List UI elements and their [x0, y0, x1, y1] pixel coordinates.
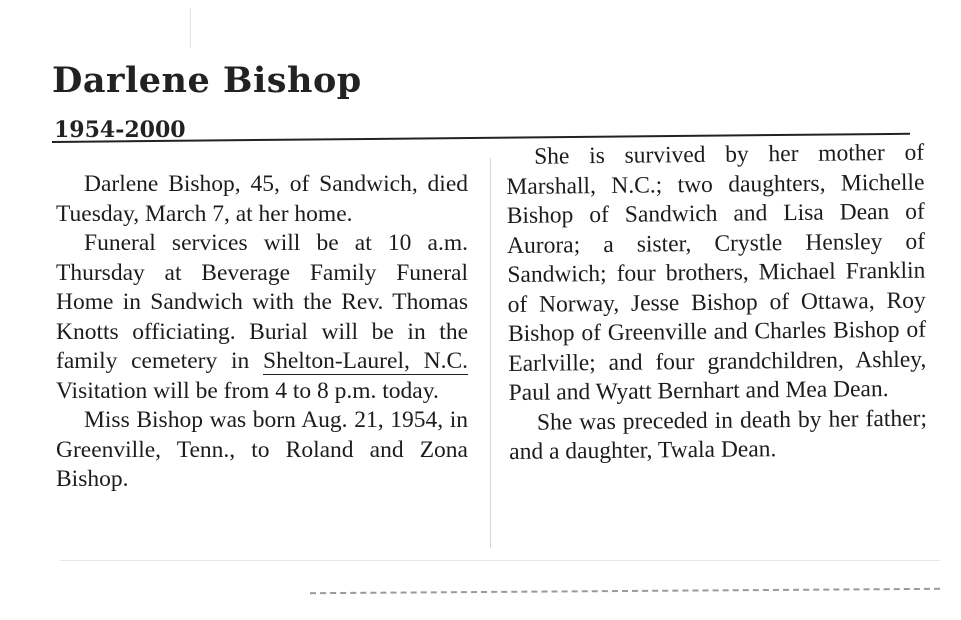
paragraph-preceded: She was preceded in death by her father; and a daughter, Twala Dean.: [509, 405, 928, 465]
paragraph-survivors: She is survived by her mother of Marshall, N.C.; two daughters, Michelle Bishop of Sandwich and Lisa Dean of Aurora; a sister, Crystle Hensley of Sandwich; four brothers, Michael Franklin of Norway, Jesse Bishop of Ottawa, Roy Bishop of Greenville and Charles Bishop of Earlville; and four grandchildren, Ashley, Paul and Wyatt Bernhart and Mea Dean.: [506, 139, 927, 406]
scan-bottom-edge: [310, 588, 940, 594]
funeral-text-end: Visitation will be from 4 to 8 p.m. today.: [56, 377, 439, 404]
column-divider: [490, 158, 491, 548]
scan-edge-mark: [190, 8, 191, 48]
right-column: [506, 139, 927, 468]
funeral-text-start: Funeral services will be at 10 a.m. Thursday at Beverage Family Funeral Home in Sandwich with the Rev. Thomas Knotts officiating. Burial will be in the family cemetery in: [56, 230, 468, 374]
obituary-name: Darlene Bishop: [52, 60, 362, 101]
paragraph-funeral-services: [56, 229, 468, 406]
underlined-burial-place: Shelton-Laurel, N.C.: [263, 348, 468, 374]
paragraph-death-notice: Darlene Bishop, 45, of Sandwich, died Tuesday, March 7, at her home.: [56, 171, 468, 227]
paragraph-birth: Miss Bishop was born Aug. 21, 1954, in Greenville, Tenn., to Roland and Zona Bishop.: [56, 407, 468, 492]
obituary-years: 1954-2000: [54, 117, 186, 143]
left-column: [56, 170, 468, 495]
clipping-bottom-edge: [60, 560, 940, 561]
